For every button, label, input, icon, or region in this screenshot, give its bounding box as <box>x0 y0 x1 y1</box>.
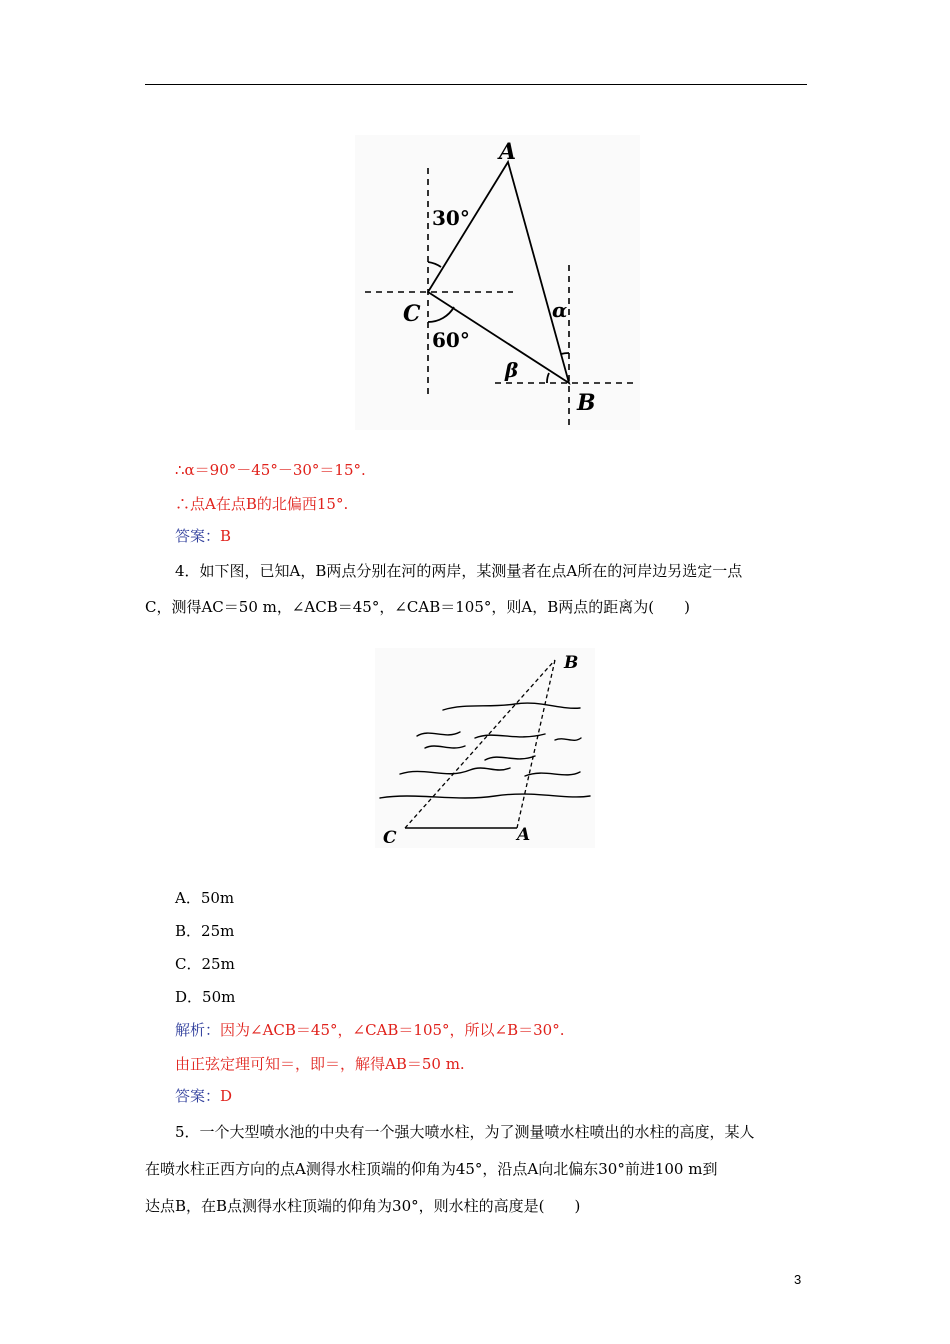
label-b: B <box>577 390 596 416</box>
label-a: A <box>499 139 517 165</box>
answer4-label: 答案： <box>175 1087 221 1105</box>
label-c: C <box>403 301 421 327</box>
angle-30: 30° <box>432 206 470 230</box>
answer4-value: D <box>220 1087 233 1105</box>
question4-line2: C，测得AC＝50 m，∠ACB＝45°，∠CAB＝105°，则A，B两点的距离为( ) <box>145 598 690 616</box>
option-d: D．50m <box>175 988 236 1006</box>
figure-bearing-triangle <box>355 135 640 430</box>
analysis-text: 因为∠ACB＝45°，∠CAB＝105°，所以∠B＝30°. <box>220 1021 565 1039</box>
question4-line1: 4．如下图，已知A，B两点分别在河的两岸，某测量者在点A所在的河岸边另选定一点 <box>175 562 743 580</box>
page-number: 3 <box>794 1272 802 1287</box>
question5-line3: 达点B，在B点测得水柱顶端的仰角为30°，则水柱的高度是( ) <box>145 1197 581 1215</box>
solution4-line2: 由正弦定理可知＝，即＝，解得AB＝50 m. <box>175 1055 465 1073</box>
river-label-c: C <box>383 828 397 848</box>
angle-beta: β <box>505 358 519 382</box>
solution3-line1: ∴α＝90°－45°－30°＝15°. <box>175 461 366 479</box>
option-a: A．50m <box>175 889 235 907</box>
question5-line1: 5．一个大型喷水池的中央有一个强大喷水柱，为了测量喷水柱喷出的水柱的高度，某人 <box>175 1123 755 1141</box>
arc-alpha <box>561 353 569 354</box>
answer-value: B <box>220 527 232 545</box>
solution4-answer <box>175 1086 232 1106</box>
solution4-line1 <box>175 1020 564 1040</box>
answer-label: 答案： <box>175 527 221 545</box>
analysis-label: 解析： <box>175 1021 221 1039</box>
option-c: C．25m <box>175 955 235 973</box>
river-label-b: B <box>564 653 579 673</box>
question5-line2: 在喷水柱正西方向的点A测得水柱顶端的仰角为45°，沿点A向北偏东30°前进100 m到 <box>145 1160 718 1178</box>
solution3-line2: ∴点A在点B的北偏西15°. <box>175 495 349 513</box>
solution3-answer <box>175 526 231 546</box>
angle-alpha: α <box>552 298 568 322</box>
angle-60: 60° <box>432 328 470 352</box>
figure-river <box>375 648 595 848</box>
header-rule <box>145 84 807 85</box>
river-label-a: A <box>517 825 531 845</box>
option-b: B．25m <box>175 922 235 940</box>
